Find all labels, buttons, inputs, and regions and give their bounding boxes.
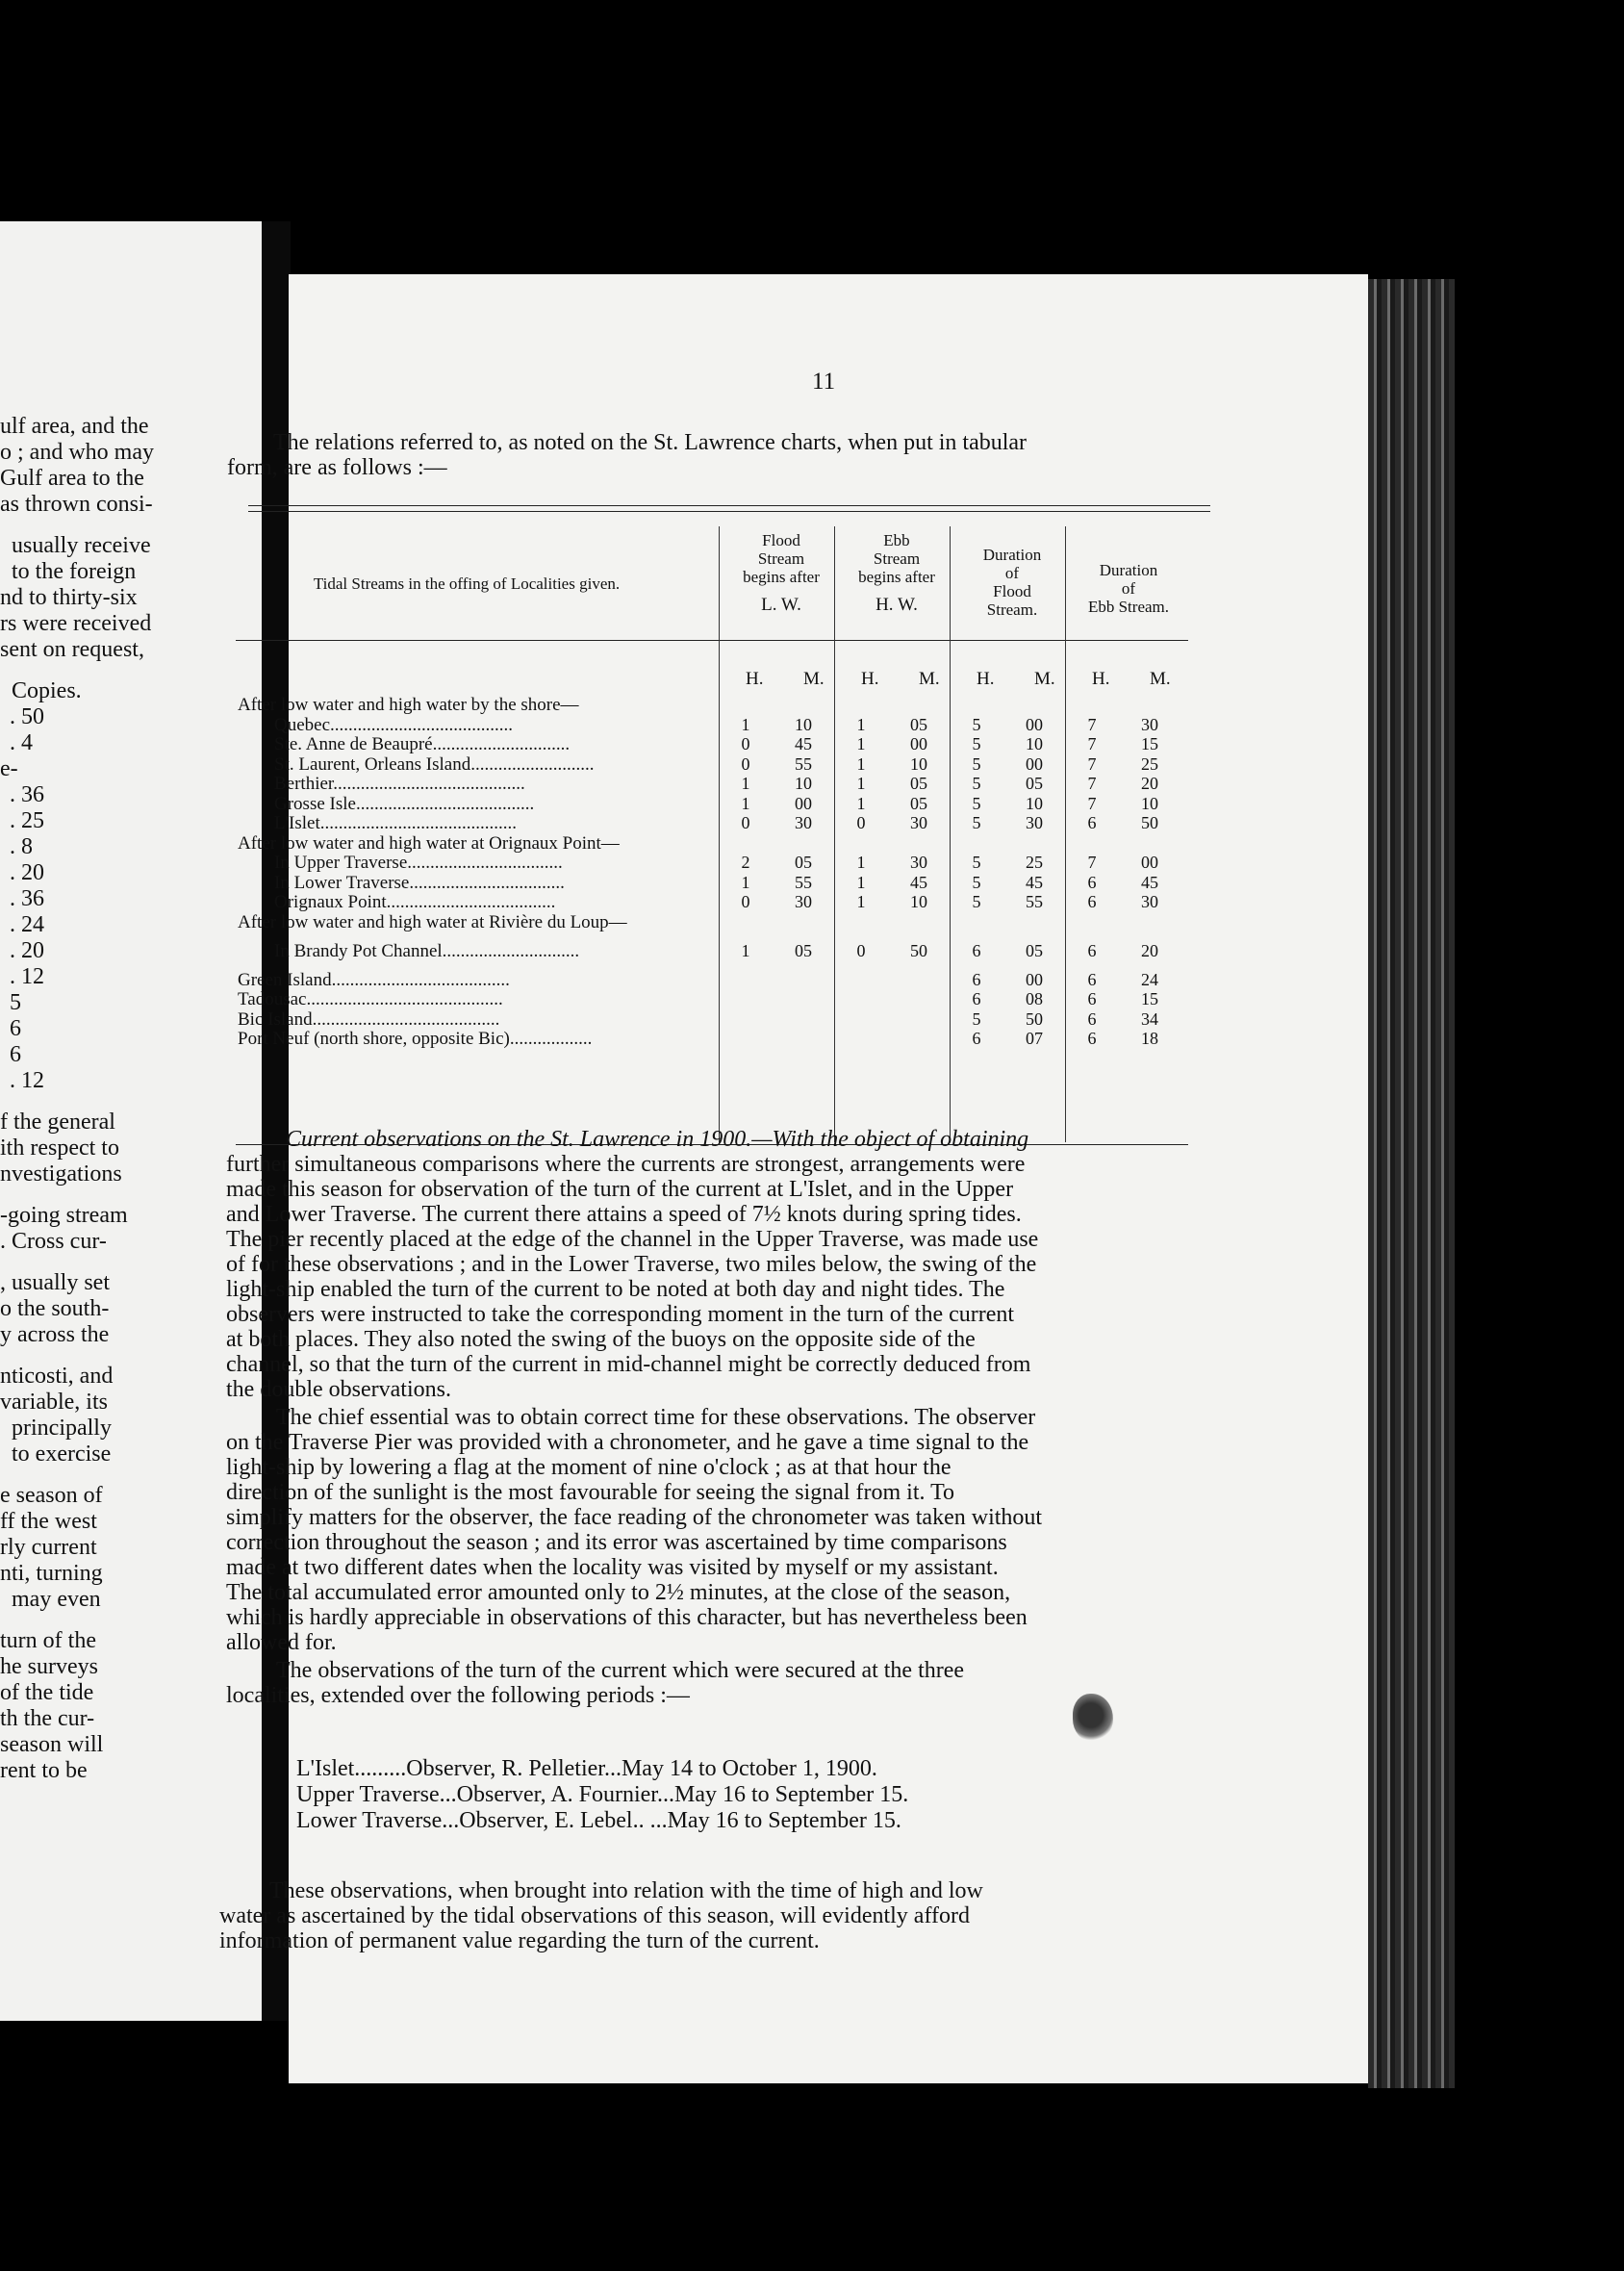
table-cell: 1 bbox=[856, 753, 866, 774]
left-page-line: 6 bbox=[10, 1042, 21, 1067]
table-cell: 6 bbox=[1087, 813, 1097, 832]
table-row bbox=[236, 892, 1188, 911]
text-line: allowed for. bbox=[226, 1630, 337, 1655]
text-line: of for these observations ; and in the Lower Traverse, two miles below, the swing of the bbox=[226, 1252, 1037, 1277]
left-page-line: rly current bbox=[0, 1535, 97, 1560]
left-page-line: . 25 bbox=[10, 808, 44, 833]
table-cell: 2 bbox=[741, 853, 750, 872]
text-line: direction of the sunlight is the most favourable for seeing the signal from it. To bbox=[226, 1480, 955, 1505]
left-page-line: Gulf area to the bbox=[0, 466, 144, 491]
text-line: The pier recently placed at the edge of the channel in the Upper Traverse, was made use bbox=[226, 1227, 1039, 1252]
text-line: Current observations on the St. Lawrence in 1900.—With the object of obtaining bbox=[286, 1127, 1029, 1152]
text-line: at both places. They also noted the swing of the buoys on the opposite side of the bbox=[226, 1327, 976, 1352]
locality-label: Bic Island......................................... bbox=[238, 1008, 500, 1030]
table-cell: 5 bbox=[972, 753, 981, 774]
text-line: water as ascertained by the tidal observations of this season, will evidently afford bbox=[219, 1903, 970, 1928]
locality-label: Port Neuf (north shore, opposite Bic).................. bbox=[238, 1029, 593, 1049]
left-page-line: . 36 bbox=[10, 886, 44, 911]
text-line: The chief essential was to obtain correct time for these observations. The observer bbox=[276, 1405, 1036, 1430]
text-line: made this season for observation of the turn of the current at L'Islet, and in the Upper bbox=[226, 1177, 1014, 1202]
locality-label: After low water and high water at Rivière du Loup— bbox=[238, 911, 627, 932]
table-cell: 25 bbox=[1141, 753, 1158, 774]
table-cell: 5 bbox=[972, 714, 981, 734]
table-cell: 1 bbox=[856, 872, 866, 892]
table-row bbox=[236, 941, 1188, 960]
table-cell: 6 bbox=[1087, 940, 1097, 960]
table-cell: 10 bbox=[1026, 793, 1043, 813]
table-cell: 30 bbox=[795, 892, 812, 911]
table-cell: 05 bbox=[910, 714, 927, 734]
header-ebb-line: begins after bbox=[858, 568, 935, 586]
text-line: observers were instructed to take the corresponding moment in the turn of the current bbox=[226, 1302, 1015, 1327]
hm-label: H. bbox=[746, 669, 764, 689]
tidal-streams-table bbox=[236, 526, 1188, 1142]
hm-label: M. bbox=[1034, 669, 1055, 689]
table-cell: 00 bbox=[1026, 714, 1043, 734]
text-line: on the Traverse Pier was provided with a chronometer, and he gave a time signal to the bbox=[226, 1430, 1029, 1455]
table-cell: 1 bbox=[856, 734, 866, 753]
header-duration-flood bbox=[955, 546, 1069, 619]
header-duration-ebb bbox=[1071, 561, 1186, 616]
left-page-line: nti, turning bbox=[0, 1561, 103, 1586]
table-cell: 6 bbox=[1087, 969, 1097, 989]
left-page-line: variable, its bbox=[0, 1390, 108, 1415]
left-page-line: y across the bbox=[0, 1322, 110, 1347]
left-page-line: ulf area, and the bbox=[0, 414, 149, 439]
locality-label: After low water and high water by the shore— bbox=[238, 695, 579, 715]
left-page-line: . 12 bbox=[10, 964, 44, 989]
paragraph-3 bbox=[226, 1658, 1198, 1708]
left-page-line: to the foreign bbox=[12, 559, 137, 584]
intro-line-1: The relations referred to, as noted on the St. Lawrence charts, when put in tabular bbox=[273, 430, 1028, 455]
page-number: 11 bbox=[812, 369, 836, 395]
locality-label: Grosse Isle....................................... bbox=[274, 793, 535, 814]
left-page-line: sent on request, bbox=[0, 637, 144, 662]
locality-label: In Upper Traverse.................................. bbox=[274, 853, 563, 873]
table-cell: 7 bbox=[1087, 853, 1097, 872]
left-page-line: e season of bbox=[0, 1483, 103, 1508]
table-top-rule bbox=[248, 505, 1210, 506]
observer-entry: L'Islet.........Observer, R. Pelletier...May 14 to October 1, 1900. bbox=[296, 1756, 877, 1781]
right-page bbox=[219, 274, 1368, 2083]
header-flood-line: L. W. bbox=[761, 595, 801, 615]
table-cell: 7 bbox=[1087, 793, 1097, 813]
table-cell: 00 bbox=[1141, 853, 1158, 872]
table-cell: 24 bbox=[1141, 969, 1158, 989]
locality-label: Quebec........................................ bbox=[274, 714, 514, 735]
paragraph-4 bbox=[219, 1878, 1191, 1953]
table-cell: 34 bbox=[1141, 1008, 1158, 1029]
table-cell: 6 bbox=[972, 969, 981, 989]
header-flood bbox=[724, 531, 838, 614]
table-cell: 0 bbox=[856, 813, 866, 832]
table-cell: 1 bbox=[856, 853, 866, 872]
table-row bbox=[236, 853, 1188, 872]
table-cell: 55 bbox=[795, 872, 812, 892]
left-page-line: season will bbox=[0, 1732, 104, 1757]
header-locality: Tidal Streams in the offing of Localities given. bbox=[313, 574, 621, 593]
left-page-line: ff the west bbox=[0, 1509, 97, 1534]
table-cell: 45 bbox=[1141, 872, 1158, 892]
table-cell: 20 bbox=[1141, 774, 1158, 793]
text-line: correction throughout the season ; and its error was ascertained by time comparisons bbox=[226, 1530, 1007, 1555]
table-row bbox=[236, 1029, 1188, 1048]
table-cell: 5 bbox=[972, 734, 981, 753]
locality-label: Ste. Anne de Beaupré.............................. bbox=[274, 734, 571, 754]
table-cell: 10 bbox=[1141, 793, 1158, 813]
left-page-line: e- bbox=[0, 756, 18, 781]
header-ebb-line: H. W. bbox=[875, 595, 918, 615]
left-page-line: turn of the bbox=[0, 1628, 96, 1653]
table-cell: 18 bbox=[1141, 1029, 1158, 1048]
text-line: made at two different dates when the locality was visited by myself or my assistant. bbox=[226, 1555, 999, 1580]
left-page-line: . Cross cur- bbox=[0, 1229, 107, 1254]
locality-label: Green Island....................................... bbox=[238, 969, 510, 990]
table-cell: 6 bbox=[1087, 872, 1097, 892]
table-row bbox=[236, 754, 1188, 774]
header-dur-flood-line: Duration bbox=[982, 546, 1042, 564]
table-cell: 05 bbox=[1026, 774, 1043, 793]
table-cell: 10 bbox=[910, 753, 927, 774]
text-line: which is hardly appreciable in observations of this character, but has nevertheless been bbox=[226, 1605, 1028, 1630]
hm-label: H. bbox=[977, 669, 995, 689]
table-cell: 00 bbox=[1026, 969, 1043, 989]
ink-smudge bbox=[1073, 1694, 1113, 1742]
table-row bbox=[236, 734, 1188, 753]
locality-label: After low water and high water at Orignaux Point— bbox=[238, 832, 620, 854]
table-cell: 50 bbox=[910, 940, 927, 960]
left-page-line: of the tide bbox=[0, 1680, 94, 1705]
header-dur-ebb-line: of bbox=[1121, 579, 1136, 598]
observer-entry: Lower Traverse...Observer, E. Lebel.. ...May 16 to September 15. bbox=[296, 1808, 901, 1833]
table-row bbox=[236, 1009, 1188, 1029]
table-cell: 7 bbox=[1087, 774, 1097, 793]
table-cell: 6 bbox=[1087, 1029, 1097, 1048]
table-row bbox=[236, 774, 1188, 793]
locality-label: In Brandy Pot Channel.............................. bbox=[274, 940, 580, 961]
table-cell: 1 bbox=[741, 872, 750, 892]
closing-paragraph bbox=[219, 1878, 1191, 1953]
left-page-line: nd to thirty-six bbox=[0, 585, 138, 610]
table-cell: 30 bbox=[1026, 813, 1043, 832]
table-cell: 30 bbox=[1141, 892, 1158, 911]
text-line: information of permanent value regarding the turn of the current. bbox=[219, 1928, 820, 1953]
table-cell: 7 bbox=[1087, 714, 1097, 734]
locality-label: L'Islet........................................... bbox=[274, 813, 517, 833]
table-cell: 7 bbox=[1087, 734, 1097, 753]
table-cell: 6 bbox=[1087, 989, 1097, 1008]
observer-entry: Upper Traverse...Observer, A. Fournier...May 16 to September 15. bbox=[296, 1782, 909, 1807]
left-page-line: nvestigations bbox=[0, 1161, 122, 1187]
left-page-line: . 4 bbox=[10, 730, 33, 755]
left-page-line: . 24 bbox=[10, 912, 44, 937]
left-page-line: may even bbox=[12, 1587, 101, 1612]
paragraph-1 bbox=[226, 1127, 1198, 1402]
left-page-line: . 20 bbox=[10, 938, 44, 963]
left-page-line: . 12 bbox=[10, 1068, 44, 1093]
table-cell: 1 bbox=[741, 793, 750, 813]
table-row bbox=[236, 873, 1188, 892]
text-line: light-ship enabled the turn of the current to be noted at both day and night tides. The bbox=[226, 1277, 1005, 1302]
table-cell: 5 bbox=[972, 774, 981, 793]
header-ebb bbox=[840, 531, 953, 614]
table-cell: 5 bbox=[972, 892, 981, 911]
table-cell: 0 bbox=[856, 940, 866, 960]
locality-label: Tadousac........................................... bbox=[238, 989, 503, 1009]
header-ebb-line: Ebb bbox=[883, 531, 910, 549]
locality-label: St. Laurent, Orleans Island........................... bbox=[274, 753, 595, 775]
table-cell: 00 bbox=[1026, 753, 1043, 774]
table-cell: 30 bbox=[910, 813, 927, 832]
hm-label: M. bbox=[919, 669, 940, 689]
table-row bbox=[236, 833, 1188, 853]
header-dur-flood-line: Flood bbox=[993, 582, 1031, 600]
header-bottom-rule bbox=[236, 640, 1188, 641]
left-page-line: 6 bbox=[10, 1016, 21, 1041]
locality-label: Berthier.......................................... bbox=[274, 774, 525, 794]
table-cell: 45 bbox=[795, 734, 812, 753]
table-row bbox=[236, 813, 1188, 832]
left-page-line: o ; and who may bbox=[0, 440, 154, 465]
left-page-line: he surveys bbox=[0, 1654, 98, 1679]
table-cell: 30 bbox=[910, 853, 927, 872]
table-cell: 10 bbox=[795, 774, 812, 793]
header-dur-ebb-line: Ebb Stream. bbox=[1087, 598, 1170, 616]
table-row bbox=[236, 989, 1188, 1008]
text-line: simplify matters for the observer, the face reading of the chronometer was taken without bbox=[226, 1505, 1043, 1530]
table-cell: 30 bbox=[1141, 714, 1158, 734]
table-cell: 55 bbox=[795, 753, 812, 774]
table-cell: 1 bbox=[856, 892, 866, 911]
left-page-line: -going stream bbox=[0, 1203, 128, 1228]
left-page-line: o the south- bbox=[0, 1296, 110, 1321]
text-line: and Lower Traverse. The current there attains a speed of 7½ knots during spring tides. bbox=[226, 1202, 1022, 1227]
text-line: light-ship by lowering a flag at the moment of nine o'clock ; as at that hour the bbox=[226, 1455, 952, 1480]
table-cell: 0 bbox=[741, 813, 750, 832]
text-line: The total accumulated error amounted only to 2½ minutes, at the close of the season, bbox=[226, 1580, 1011, 1605]
table-row bbox=[236, 970, 1188, 989]
page-edges bbox=[1368, 279, 1455, 2088]
table-cell: 15 bbox=[1141, 989, 1158, 1008]
header-ebb-line: Stream bbox=[873, 549, 921, 568]
text-line: The observations of the turn of the current which were secured at the three bbox=[276, 1658, 965, 1683]
table-cell: 08 bbox=[1026, 989, 1043, 1008]
table-cell: 05 bbox=[910, 774, 927, 793]
table-top-rule-2 bbox=[248, 511, 1210, 512]
left-page-fragment bbox=[0, 221, 262, 2021]
hm-label: M. bbox=[1150, 669, 1171, 689]
table-cell: 50 bbox=[1141, 813, 1158, 832]
table-cell: 15 bbox=[1141, 734, 1158, 753]
table-cell: 1 bbox=[856, 714, 866, 734]
table-cell: 45 bbox=[910, 872, 927, 892]
left-page-line: , usually set bbox=[0, 1270, 110, 1295]
section-current-observations bbox=[226, 1127, 1198, 1708]
left-page-line: 5 bbox=[10, 990, 21, 1015]
left-page-line: as thrown consi- bbox=[0, 492, 153, 517]
table-cell: 25 bbox=[1026, 853, 1043, 872]
table-cell: 6 bbox=[972, 989, 981, 1008]
left-page-line: . 36 bbox=[10, 782, 44, 807]
table-cell: 7 bbox=[1087, 753, 1097, 774]
table-cell: 00 bbox=[910, 734, 927, 753]
left-page-line: th the cur- bbox=[0, 1706, 95, 1731]
left-page-line: nticosti, and bbox=[0, 1364, 114, 1389]
table-cell: 05 bbox=[910, 793, 927, 813]
table-cell: 1 bbox=[741, 940, 750, 960]
text-line: localities, extended over the following periods :— bbox=[226, 1683, 690, 1708]
left-page-line: ith respect to bbox=[0, 1136, 119, 1161]
table-cell: 10 bbox=[795, 714, 812, 734]
left-page-line: . 8 bbox=[10, 834, 33, 859]
table-cell: 45 bbox=[1026, 872, 1043, 892]
text-line: These observations, when brought into relation with the time of high and low bbox=[269, 1878, 983, 1903]
table-cell: 05 bbox=[1026, 940, 1043, 960]
table-cell: 0 bbox=[741, 892, 750, 911]
table-cell: 1 bbox=[856, 793, 866, 813]
hm-label: M. bbox=[803, 669, 825, 689]
table-cell: 05 bbox=[795, 853, 812, 872]
table-row bbox=[236, 695, 1188, 714]
table-cell: 1 bbox=[856, 774, 866, 793]
left-page-line: usually receive bbox=[12, 533, 151, 558]
table-cell: 07 bbox=[1026, 1029, 1043, 1048]
table-cell: 0 bbox=[741, 753, 750, 774]
table-row bbox=[236, 794, 1188, 813]
left-page-line: f the general bbox=[0, 1110, 115, 1135]
left-page-line: . 50 bbox=[10, 704, 44, 729]
locality-label: In Lower Traverse.................................. bbox=[274, 872, 565, 893]
left-page-line: Copies. bbox=[12, 678, 82, 703]
table-cell: 1 bbox=[741, 774, 750, 793]
intro-line-2: form, are as follows :— bbox=[227, 455, 447, 480]
header-flood-line: Stream bbox=[757, 549, 805, 568]
left-page-line: principally bbox=[12, 1416, 112, 1441]
table-cell: 50 bbox=[1026, 1008, 1043, 1029]
table-cell: 05 bbox=[795, 940, 812, 960]
table-cell: 20 bbox=[1141, 940, 1158, 960]
table-cell: 6 bbox=[1087, 892, 1097, 911]
table-cell: 00 bbox=[795, 793, 812, 813]
table-cell: 0 bbox=[741, 734, 750, 753]
table-cell: 5 bbox=[972, 813, 981, 832]
table-cell: 6 bbox=[972, 940, 981, 960]
text-line: channel, so that the turn of the current in mid-channel might be correctly deduced from bbox=[226, 1352, 1031, 1377]
text-line: further simultaneous comparisons where the currents are strongest, arrangements were bbox=[226, 1152, 1026, 1177]
paragraph-2 bbox=[226, 1405, 1198, 1655]
left-page-line: to exercise bbox=[12, 1442, 112, 1467]
header-dur-ebb-line: Duration bbox=[1099, 561, 1158, 579]
table-cell: 10 bbox=[1026, 734, 1043, 753]
header-dur-flood-line: Stream. bbox=[986, 600, 1038, 619]
locality-label: Orignaux Point..................................... bbox=[274, 892, 556, 912]
table-cell: 1 bbox=[741, 714, 750, 734]
left-page-line: rs were received bbox=[0, 611, 152, 636]
left-page-line: . 20 bbox=[10, 860, 44, 885]
intro-paragraph bbox=[227, 430, 1199, 480]
hm-label: H. bbox=[1092, 669, 1110, 689]
header-dur-flood-line: of bbox=[1004, 564, 1020, 582]
table-cell: 5 bbox=[972, 853, 981, 872]
table-row bbox=[236, 715, 1188, 734]
table-cell: 5 bbox=[972, 793, 981, 813]
text-line: the double observations. bbox=[226, 1377, 451, 1402]
table-cell: 5 bbox=[972, 1008, 981, 1029]
table-cell: 55 bbox=[1026, 892, 1043, 911]
left-page-line: rent to be bbox=[0, 1758, 88, 1783]
table-row bbox=[236, 912, 1188, 931]
table-cell: 6 bbox=[972, 1029, 981, 1048]
table-cell: 10 bbox=[910, 892, 927, 911]
hm-label: H. bbox=[861, 669, 879, 689]
header-flood-line: begins after bbox=[743, 568, 820, 586]
table-cell: 6 bbox=[1087, 1008, 1097, 1029]
table-cell: 30 bbox=[795, 813, 812, 832]
header-flood-line: Flood bbox=[762, 531, 800, 549]
table-cell: 5 bbox=[972, 872, 981, 892]
